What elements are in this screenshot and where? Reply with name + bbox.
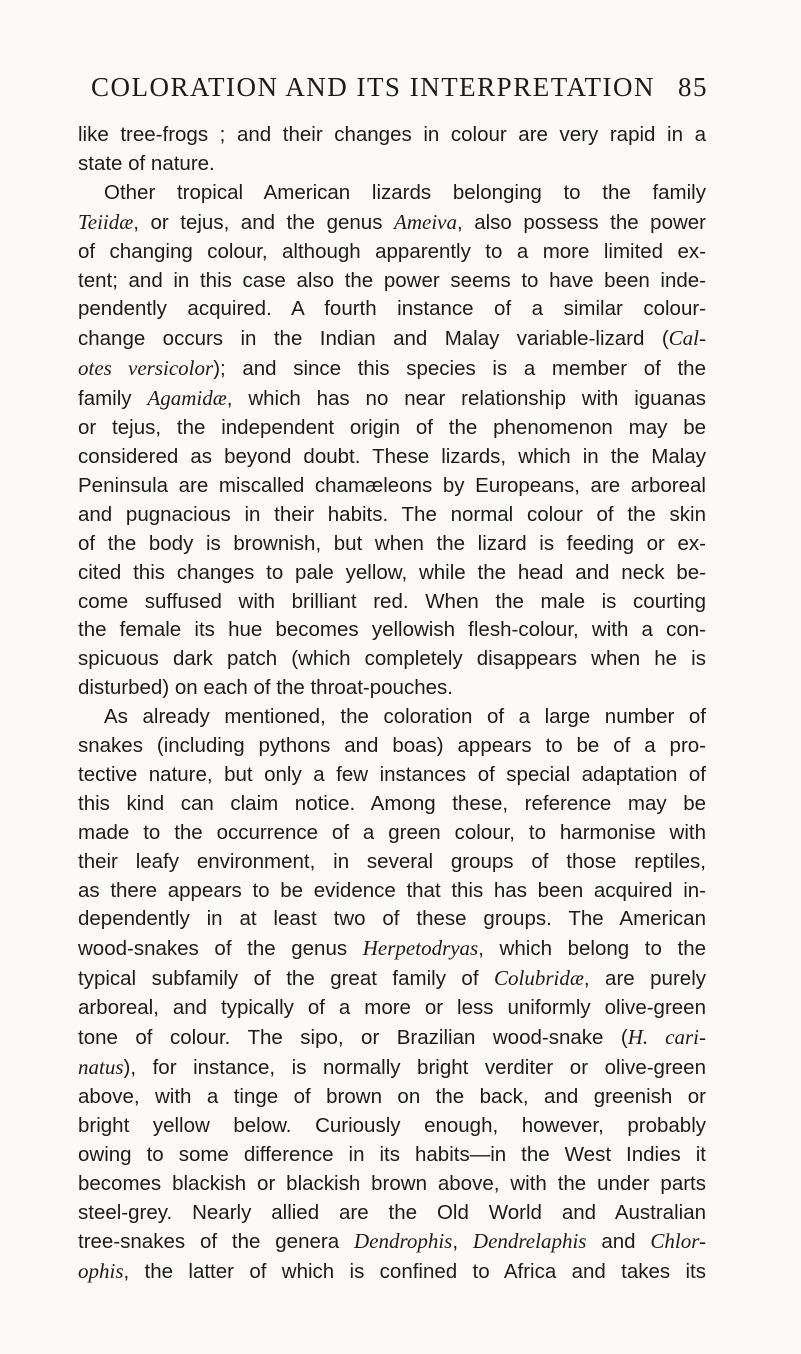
italic-term: Herpetodryas — [362, 936, 479, 961]
text-line — [78, 1227, 706, 1257]
text-line — [78, 761, 706, 790]
text-segment: family — [78, 387, 148, 411]
text-line — [78, 877, 706, 906]
italic-term: Teiidæ — [78, 209, 134, 234]
text-line — [78, 324, 706, 354]
text-segment: , which has no near relationship with iguanas — [226, 387, 707, 411]
italic-term: Chlor- — [650, 1229, 706, 1254]
text-segment: arboreal, and typically of a more or less uniformly olive-green — [78, 996, 706, 1020]
text-line — [78, 1257, 706, 1287]
text-segment: , also possess the power — [456, 210, 706, 234]
text-line — [78, 934, 706, 964]
text-line — [78, 501, 706, 530]
text-segment: As already mentioned, the coloration of a large number of — [104, 705, 706, 729]
text-segment: their leafy environment, in several groups of those reptiles, — [78, 849, 706, 873]
text-line — [78, 588, 706, 617]
text-segment: change occurs in the Indian and Malay variable-lizard ( — [78, 327, 669, 351]
text-segment: and pugnacious in their habits. The normal colour of the skin — [78, 502, 706, 526]
text-segment: ), for instance, is normally bright verditer or olive-green — [123, 1056, 706, 1079]
text-segment: this kind can claim notice. Among these, reference may be — [78, 791, 706, 815]
text-line — [78, 1141, 706, 1170]
text-segment: as there appears to be evidence that this has been acquired in- — [78, 878, 706, 902]
text-segment: of changing colour, although apparently to a more limited ex- — [78, 239, 706, 263]
text-segment: dependently in at least two of these groups. The American — [78, 907, 706, 931]
text-line — [78, 819, 706, 848]
text-line — [78, 645, 706, 674]
text-segment: ); and since this species is a member of the — [213, 357, 706, 381]
body-text — [78, 121, 706, 1287]
text-segment: snakes (including pythons and boas) appears to be of a pro- — [78, 734, 706, 758]
text-line — [78, 674, 706, 703]
text-line — [78, 121, 706, 150]
text-segment: disturbed) on each of the throat-pouches. — [78, 676, 453, 700]
text-segment: wood-snakes of the genus — [78, 937, 363, 961]
italic-term: Ameiva — [394, 209, 457, 234]
text-segment: come suffused with brilliant red. When the male is courting — [78, 589, 706, 613]
text-segment: spicuous dark patch (which completely disappears when he is — [78, 647, 706, 671]
text-segment: , are purely — [583, 967, 706, 991]
text-segment: , the latter of which is confined to Africa and takes its — [123, 1260, 706, 1284]
text-line — [78, 414, 706, 443]
text-segment: tone of colour. The sipo, or Brazilian wood-snake ( — [78, 1026, 628, 1050]
text-segment: tective nature, but only a few instances of special adaptation of — [78, 762, 706, 786]
text-segment: above, with a tinge of brown on the back, and greenish or — [78, 1084, 706, 1108]
text-line — [78, 732, 706, 761]
running-title: COLORATION AND ITS INTERPRETATION — [90, 72, 656, 102]
text-line — [78, 384, 706, 414]
text-line — [78, 703, 706, 732]
text-line — [78, 905, 706, 934]
text-segment: made to the occurrence of a green colour, to harmonise with — [78, 820, 706, 844]
text-line — [78, 238, 706, 267]
text-segment: state of nature. — [78, 151, 215, 175]
text-line — [78, 1170, 706, 1199]
text-line — [78, 848, 706, 877]
text-line — [78, 443, 706, 472]
text-segment: tent; and in this case also the power seems to have been inde- — [78, 268, 706, 292]
text-segment: bright yellow below. Curiously enough, however, probably — [78, 1113, 706, 1137]
text-segment: becomes blackish or blackish brown above, with the under parts — [78, 1171, 706, 1195]
text-line — [78, 1083, 706, 1112]
text-line — [78, 530, 706, 559]
text-line — [78, 559, 706, 588]
page-number: 85 — [678, 72, 708, 102]
italic-term: Dendrophis — [353, 1229, 453, 1254]
text-line — [78, 964, 706, 994]
text-segment: and — [586, 1230, 651, 1254]
text-line — [78, 1023, 706, 1053]
text-line — [78, 267, 706, 296]
text-segment: tree-snakes of the genera — [78, 1230, 354, 1254]
text-segment: owing to some difference in its habits—in the West Indies it — [78, 1142, 706, 1166]
text-line — [78, 616, 706, 645]
text-line — [78, 150, 706, 179]
italic-term: Cal- — [668, 326, 706, 351]
italic-term: Agamidæ — [147, 386, 227, 411]
italic-term: H. cari- — [627, 1025, 706, 1050]
text-line — [78, 994, 706, 1023]
text-segment: , or tejus, and the genus — [133, 210, 394, 234]
text-line — [78, 472, 706, 501]
text-segment: or tejus, the independent origin of the phenomenon may be — [78, 416, 706, 440]
text-line — [78, 179, 706, 208]
running-header — [78, 72, 708, 103]
italic-term: natus — [78, 1055, 124, 1079]
italic-term: Colubridæ — [494, 966, 584, 991]
text-segment: cited this changes to pale yellow, while the head and neck be- — [78, 560, 706, 584]
text-segment: of the body is brownish, but when the lizard is feeding or ex- — [78, 531, 706, 555]
text-segment: like tree-frogs ; and their changes in colour are very rapid in a — [78, 123, 706, 146]
text-segment: the female its hue becomes yellowish flesh-colour, with a con- — [78, 618, 706, 642]
text-line — [78, 1112, 706, 1141]
text-segment: Other tropical American lizards belonging to the family — [104, 180, 706, 204]
italic-term: Dendrelaphis — [472, 1229, 587, 1254]
text-segment: Peninsula are miscalled chamæleons by Europeans, are arboreal — [78, 473, 706, 497]
italic-term: ophis — [78, 1259, 124, 1284]
text-line — [78, 295, 706, 324]
text-segment: pendently acquired. A fourth instance of a similar colour- — [78, 297, 706, 321]
text-segment: , which belong to the — [478, 937, 706, 961]
text-segment: typical subfamily of the great family of — [78, 967, 495, 991]
italic-term: otes versicolor — [78, 356, 214, 381]
text-segment: steel-grey. Nearly allied are the Old World and Australian — [78, 1200, 706, 1224]
text-line — [78, 208, 706, 238]
text-line — [78, 354, 706, 384]
text-line — [78, 790, 706, 819]
text-line — [78, 1199, 706, 1228]
text-segment: considered as beyond doubt. These lizards, which in the Malay — [78, 444, 706, 468]
text-line — [78, 1053, 706, 1083]
text-segment: , — [452, 1230, 473, 1254]
